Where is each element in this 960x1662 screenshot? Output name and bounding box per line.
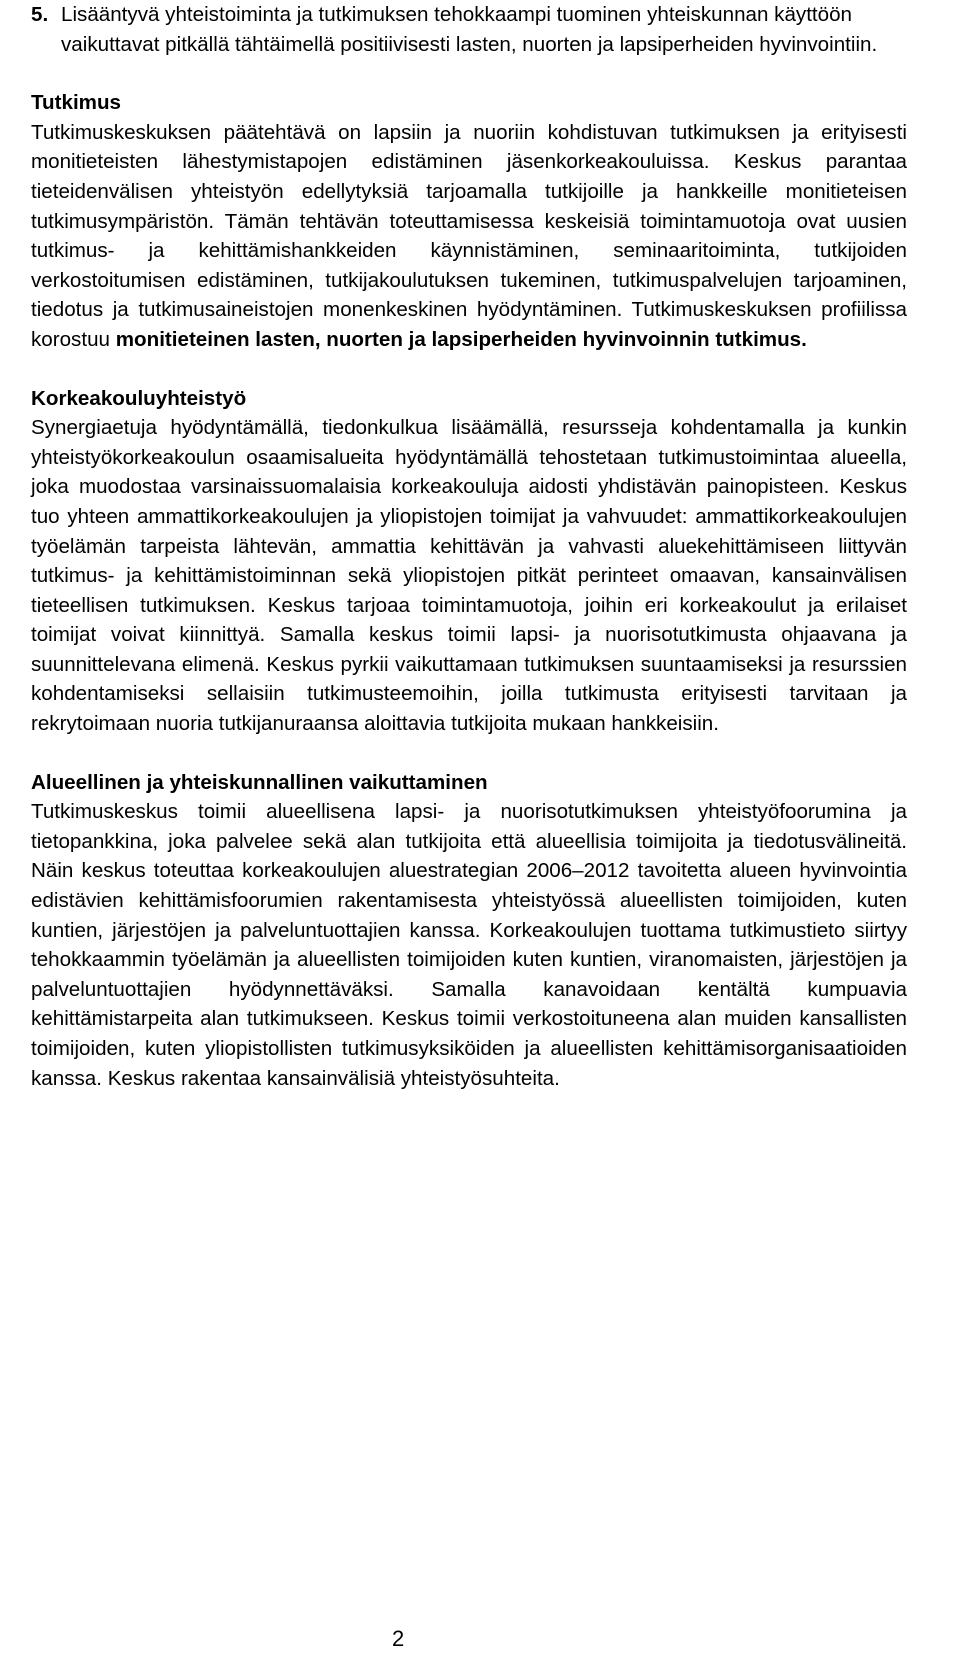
document-content bbox=[31, 0, 907, 1093]
emphasized-text: monitieteinen lasten, nuorten ja lapsiperheiden hyvinvoinnin tutkimus. bbox=[115, 327, 807, 351]
section-body-korkeakouluyhteistyo: Synergiaetuja hyödyntämällä, tiedonkulkua lisäämällä, resursseja kohdentamalla ja kunkin yhteistyökorkeakoulun osaamisalueita hyödyntämällä tehostetaan tutkimustoimintaa alueella, joka muodostaa varsinaissuomalaisia korkeakouluja aidosti yhdistävän painopisteen. Keskus tuo yhteen ammattikorkeakoulujen ja yliopistojen toimijat ja vahvuudet: ammattikorkeakoulujen työelämän tarpeista lähtevän, ammattia kehittävän ja vahvasti aluekehittämiseen liittyvän tutkimus- ja kehittämistoiminnan sekä yliopistojen pitkät perinteet omaavan, kansainvälisen tieteellisen tutkimuksen. Keskus tarjoaa toimintamuotoja, joihin eri korkeakoulut ja erilaiset toimijat voivat kiinnittyä. Samalla keskus toimii lapsi- ja nuorisotutkimusta ohjaavana ja suunnittelevana elimenä. Keskus pyrkii vaikuttamaan tutkimuksen suuntaamiseksi ja resurssien kohdentamiseksi sellaisiin tutkimusteemoihin, joilla tutkimusta erityisesti tarvitaan ja rekrytoimaan nuoria tutkijanuraansa aloittavia tutkijoita mukaan hankkeisiin. bbox=[31, 416, 907, 736]
spacer bbox=[31, 739, 907, 768]
section-heading-alueellinen: Alueellinen ja yhteiskunnallinen vaikuttaminen bbox=[31, 770, 488, 794]
item-text: Lisääntyvä yhteistoiminta ja tutkimuksen tehokkaampi tuominen yhteiskunnan käyttöön vaikuttavat pitkällä tähtäimellä positiivisesti lasten, nuorten ja lapsiperheiden hyvinvointiin. bbox=[61, 3, 878, 56]
page-number-text: 2 bbox=[392, 1626, 405, 1651]
body-text: Tutkimuskeskuksen päätehtävä on lapsiin ja nuoriin kohdistuvan tutkimuksen ja erityisesti monitieteisten lähestymistapojen edistäminen jäsenkorkeakouluissa. Keskus parantaa tieteidenvälisen yhteistyön edellytyksiä tarjoamalla tutkijoille ja hankkeille monitieteisen tutkimusympäristön. Tämän tehtävän toteuttamisessa keskeisiä toimintamuotoja ovat uusien tutkimus- ja kehittämishankkeiden käynnistäminen, seminaaritoiminta, tutkijoiden verkostoitumisen edistäminen, tutkijakoulutuksen tukeminen, tutkimuspalvelujen tarjoaminen, tiedotus ja tutkimusaineistojen monenkeskinen hyödyntäminen. Tutkimuskeskuksen profiilissa korostuu bbox=[31, 120, 907, 351]
section-body-alueellinen: Tutkimuskeskus toimii alueellisena lapsi- ja nuorisotutkimuksen yhteistyöfoorumina ja tietopankkina, joka palvelee sekä alan tutkijoita että alueellisia toimijoita ja tiedotusvälineitä. Näin keskus toteuttaa korkeakoulujen aluestrategian 2006–2012 tavoitetta alueen hyvinvointia edistävien kehittämisfoorumien rakentamisesta yhteistyössä alueellisten toimijoiden, kuten kuntien, järjestöjen ja palveluntuottajien kanssa. Korkeakoulujen tuottama tutkimustieto siirtyy tehokkaammin työelämän ja alueellisten toimijoiden kuten kuntien, viranomaisten, järjestöjen ja palveluntuottajien hyödynnettäväksi. Samalla kanavoidaan kentältä kumpuavia kehittämistarpeita alan tutkimukseen. Keskus toimii verkostoituneena alan muiden kansallisten toimijoiden, kuten yliopistollisten tutkimusyksiköiden ja alueellisten kehittämisorganisaatioiden kanssa. Keskus rakentaa kansainvälisiä yhteistyösuhteita. bbox=[31, 800, 907, 1090]
spacer bbox=[31, 59, 907, 88]
section-heading-korkeakouluyhteistyo: Korkeakouluyhteistyö bbox=[31, 386, 247, 410]
item-number: 5. bbox=[31, 3, 49, 26]
numbered-item-5 bbox=[31, 0, 907, 59]
section-body-tutkimus bbox=[31, 118, 907, 355]
section-heading-tutkimus: Tutkimus bbox=[31, 91, 122, 115]
spacer bbox=[31, 355, 907, 384]
